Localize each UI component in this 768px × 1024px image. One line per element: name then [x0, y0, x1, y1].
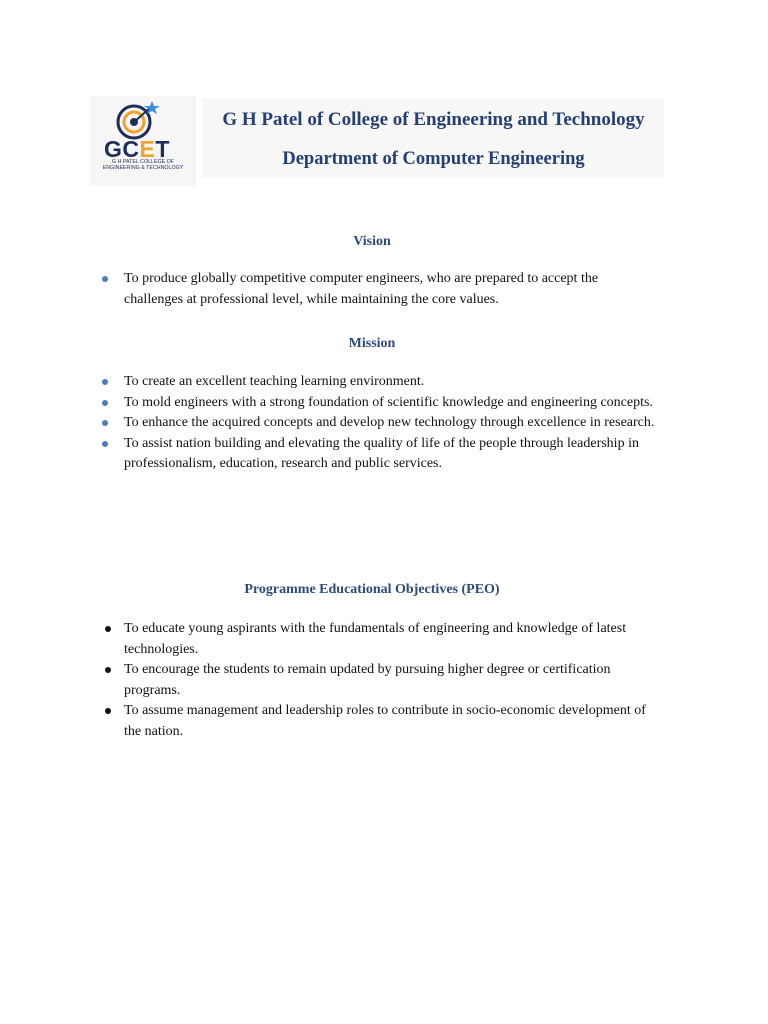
- list-item: To educate young aspirants with the fundamentals of engineering and knowledge of latest technologies.: [101, 619, 653, 660]
- mission-list: [101, 372, 665, 475]
- target-star-icon: [114, 100, 162, 140]
- list-item: To encourage the students to remain updated by pursuing higher degree or certification programs.: [101, 660, 653, 701]
- peo-list: [101, 619, 653, 742]
- list-item: To create an excellent teaching learning environment.: [101, 372, 665, 393]
- bullet-icon: [102, 400, 108, 406]
- list-item: To enhance the acquired concepts and develop new technology through excellence in research.: [101, 413, 665, 434]
- vision-heading: Vision: [353, 234, 391, 249]
- logo-wordmark: GCET: [104, 136, 170, 162]
- list-item: To mold engineers with a strong foundation of scientific knowledge and engineering concepts.: [101, 393, 665, 414]
- title-block: [203, 98, 664, 178]
- vision-list: [101, 269, 649, 310]
- bullet-icon: [102, 276, 108, 282]
- college-logo: [90, 96, 196, 186]
- list-item: To assume management and leadership roles to contribute in socio-economic development of the nation.: [101, 701, 653, 742]
- logo-tagline: G H PATEL COLLEGE OF ENGINEERING & TECHNOLOGY: [102, 159, 184, 172]
- bullet-icon: [102, 441, 108, 447]
- document-header: [90, 96, 664, 186]
- bullet-icon: [102, 379, 108, 385]
- bullet-icon: [105, 626, 111, 632]
- bullet-icon: [105, 708, 111, 714]
- list-item: To produce globally competitive computer engineers, who are prepared to accept the challenges at professional level, while maintaining the core values.: [101, 269, 649, 310]
- peo-heading: Programme Educational Objectives (PEO): [244, 582, 500, 597]
- college-name: G H Patel of College of Engineering and Technology: [222, 109, 645, 130]
- department-name: Department of Computer Engineering: [282, 149, 585, 169]
- bullet-icon: [102, 420, 108, 426]
- list-item: To assist nation building and elevating the quality of life of the people through leadership in professionalism, education, research and public services.: [101, 434, 665, 475]
- bullet-icon: [105, 667, 111, 673]
- mission-heading: Mission: [348, 336, 396, 351]
